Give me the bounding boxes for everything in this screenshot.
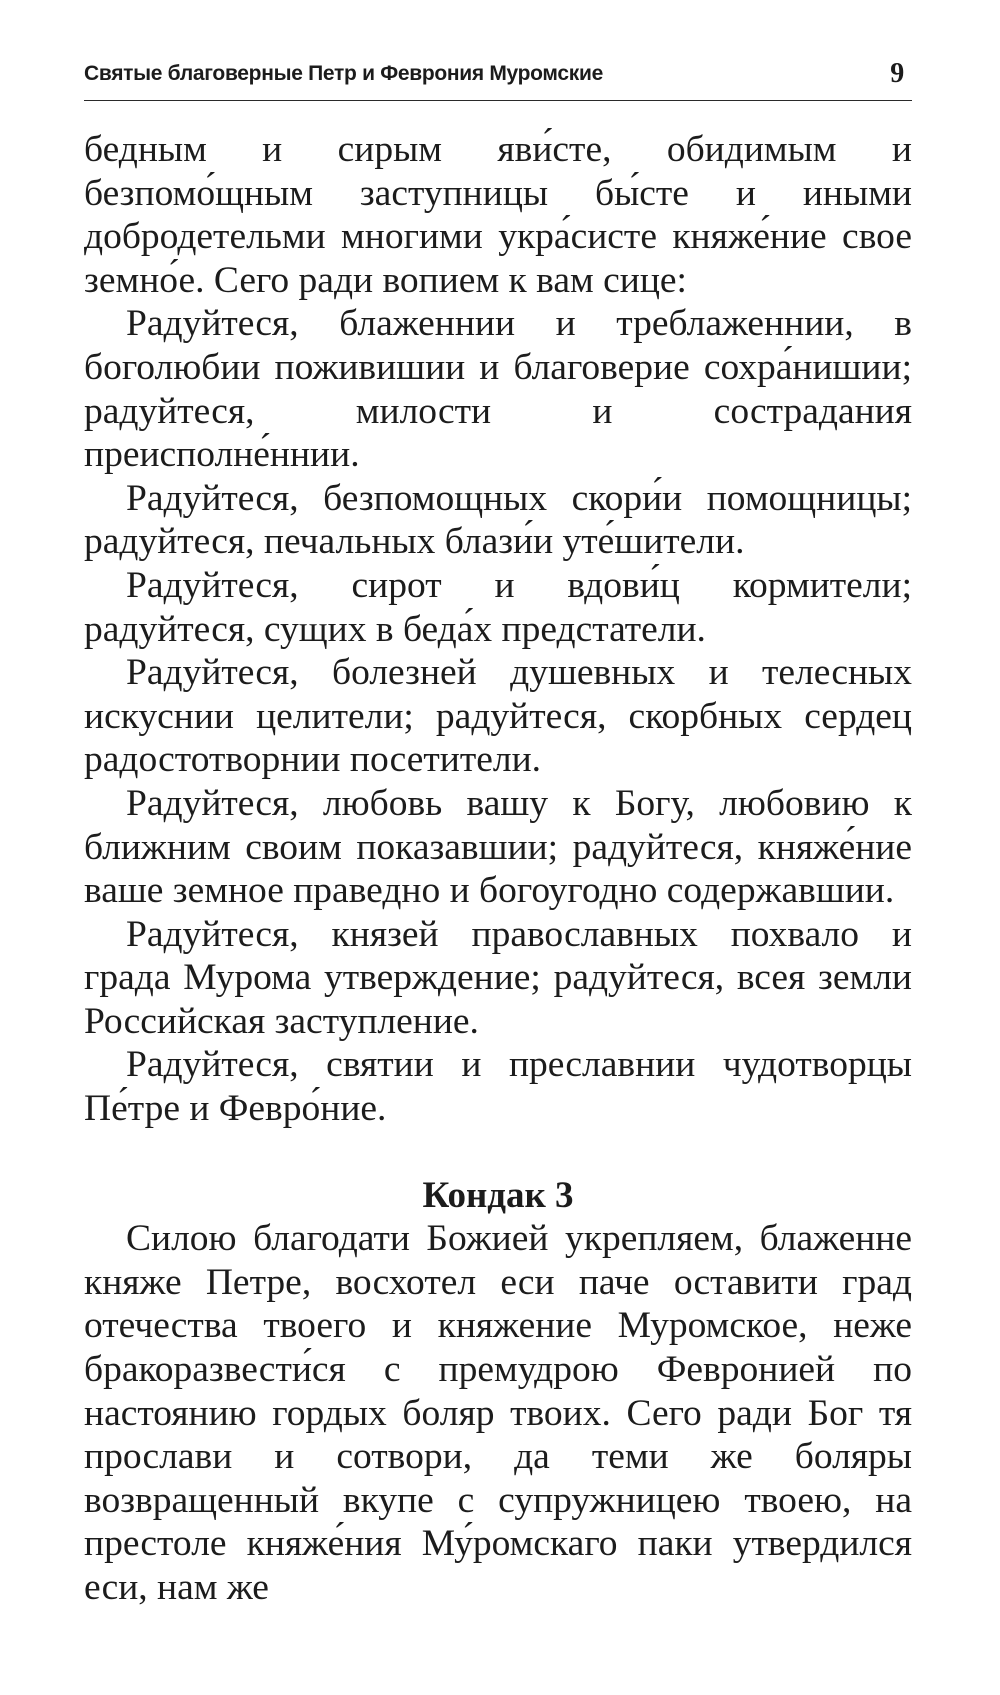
kontakion-text: Силою благодати Божией укрепляем, блаженне княже Петре, восхотел еси паче оставити град отечества твоего и княжение Муромское, неже бракоразвести́ся с премудрою Февронией по настоянию гордых боляр твоих. Сего ради Бог тя прослави и сотвори, да теми же боляры возвращенный вкупе с супружницею твоею, на престоле княже́ния Му́ромскаго паки утвердился еси, нам же — [84, 1218, 912, 1608]
paragraph: Радуйтеся, безпомощных скори́и помощницы; радуйтеся, печальных блази́и уте́шители. — [84, 477, 912, 563]
header-rule — [84, 100, 912, 101]
page-number: 9 — [890, 58, 904, 89]
paragraph: Радуйтеся, любовь вашу к Богу, любовию к ближним своим показавшии; радуйтеся, княже́ние ваше земное праведно и богоугодно содержавшии. — [84, 782, 912, 912]
text-block — [84, 128, 912, 1610]
section-heading: Кондак 3 — [422, 1174, 574, 1216]
paragraph: Радуйтеся, болезней душевных и телесных искуснии целители; радуйтеся, скорбных сердец радостотворнии посетители. — [84, 652, 912, 781]
running-header — [84, 58, 912, 94]
paragraph: Радуйтеся, сирот и вдови́ц кормители; радуйтеся, сущих в беда́х предстатели. — [84, 564, 912, 650]
paragraph: Радуйтеся, блаженнии и треблаженнии, в боголюбии поживишии и благоверие сохра́нишии; радуйтеся, милости и сострадания преисполне́ннии. — [84, 303, 912, 476]
paragraph: Радуйтеся, князей православных похвало и града Мурома утверждение; радуйтеся, всея земли Российская заступление. — [84, 913, 912, 1042]
running-title: Святые благоверные Петр и Феврония Муромские — [84, 62, 603, 85]
paragraph: бедным и сирым яви́сте, обидимым и безпомо́щным заступницы бы́сте и иными добродетельми многими укра́систе княже́ние свое земно́е. Сего ради вопием к вам сице: — [84, 129, 912, 301]
paragraph: Радуйтеся, святии и преславнии чудотворцы Пе́тре и Февро́ние. — [84, 1044, 912, 1130]
